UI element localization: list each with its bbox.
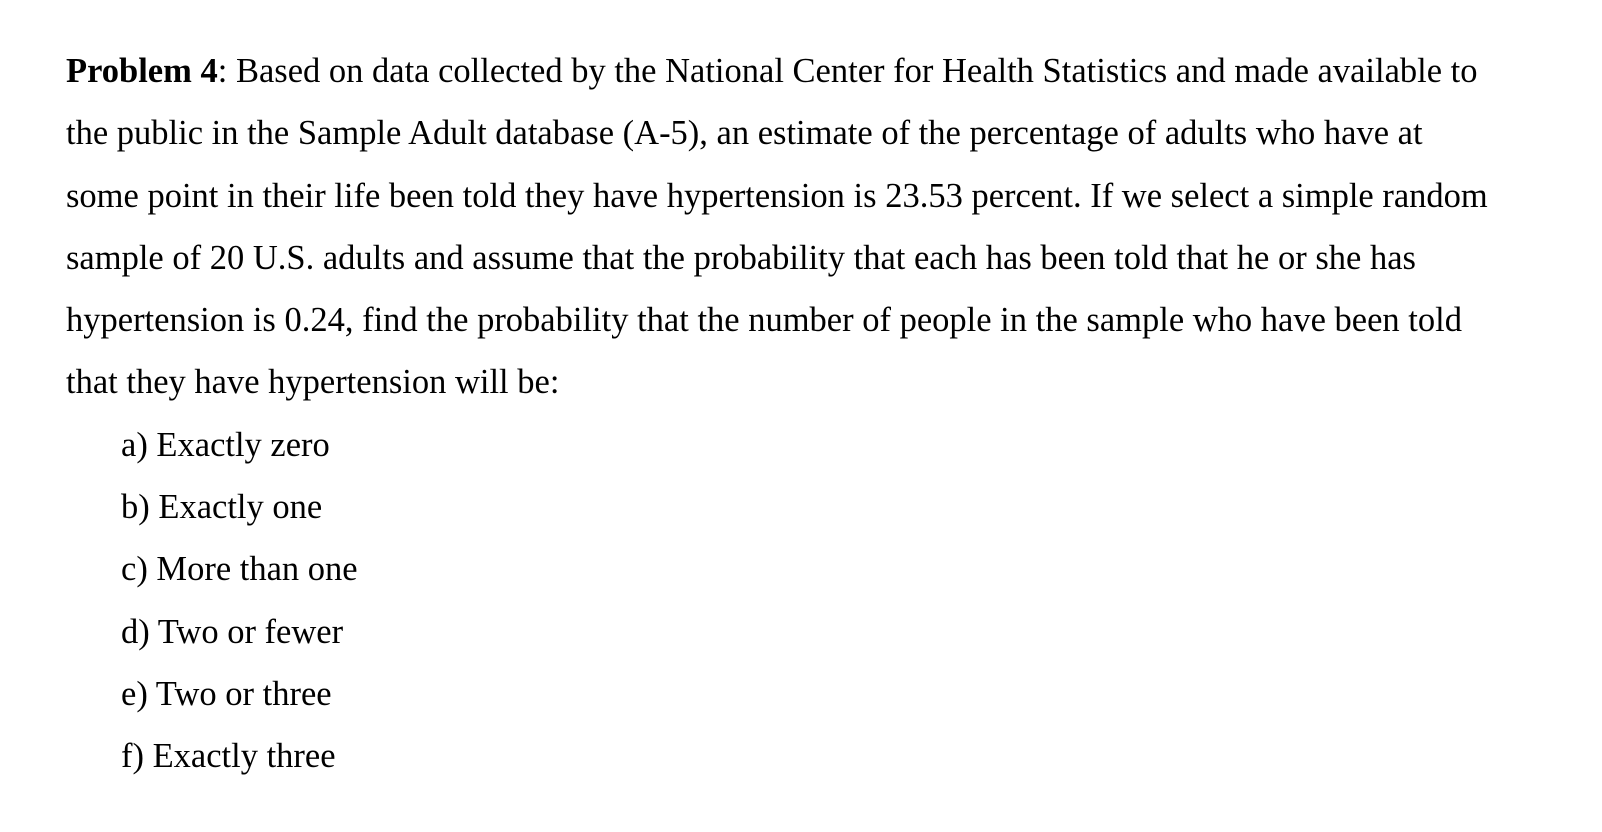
problem-text-line: some point in their life been told they have hypertension is 23.53 percent. If we select a simple random <box>66 176 1488 215</box>
problem-text-line: that they have hypertension will be: <box>66 363 560 402</box>
option-e: e) Two or three <box>121 674 332 713</box>
problem-text-line: hypertension is 0.24, find the probability that the number of people in the sample who have been told <box>66 301 1462 340</box>
option-b: b) Exactly one <box>121 488 323 527</box>
problem-document <box>66 40 1566 788</box>
problem-line-1 <box>66 40 1566 102</box>
problem-text-line: Based on data collected by the National Center for Health Statistics and made available to <box>227 52 1478 90</box>
problem-label-separator: : <box>217 52 228 90</box>
option-f: f) Exactly three <box>121 737 336 776</box>
option-d: d) Two or fewer <box>121 612 344 651</box>
problem-text-line: sample of 20 U.S. adults and assume that the probability that each has been told that he or she has <box>66 238 1416 277</box>
problem-label: Problem 4 <box>66 52 218 90</box>
option-c: c) More than one <box>121 550 358 589</box>
problem-text-line: the public in the Sample Adult database (A-5), an estimate of the percentage of adults who have at <box>66 114 1423 153</box>
option-a: a) Exactly zero <box>121 425 330 464</box>
answer-options-list <box>66 414 1566 788</box>
